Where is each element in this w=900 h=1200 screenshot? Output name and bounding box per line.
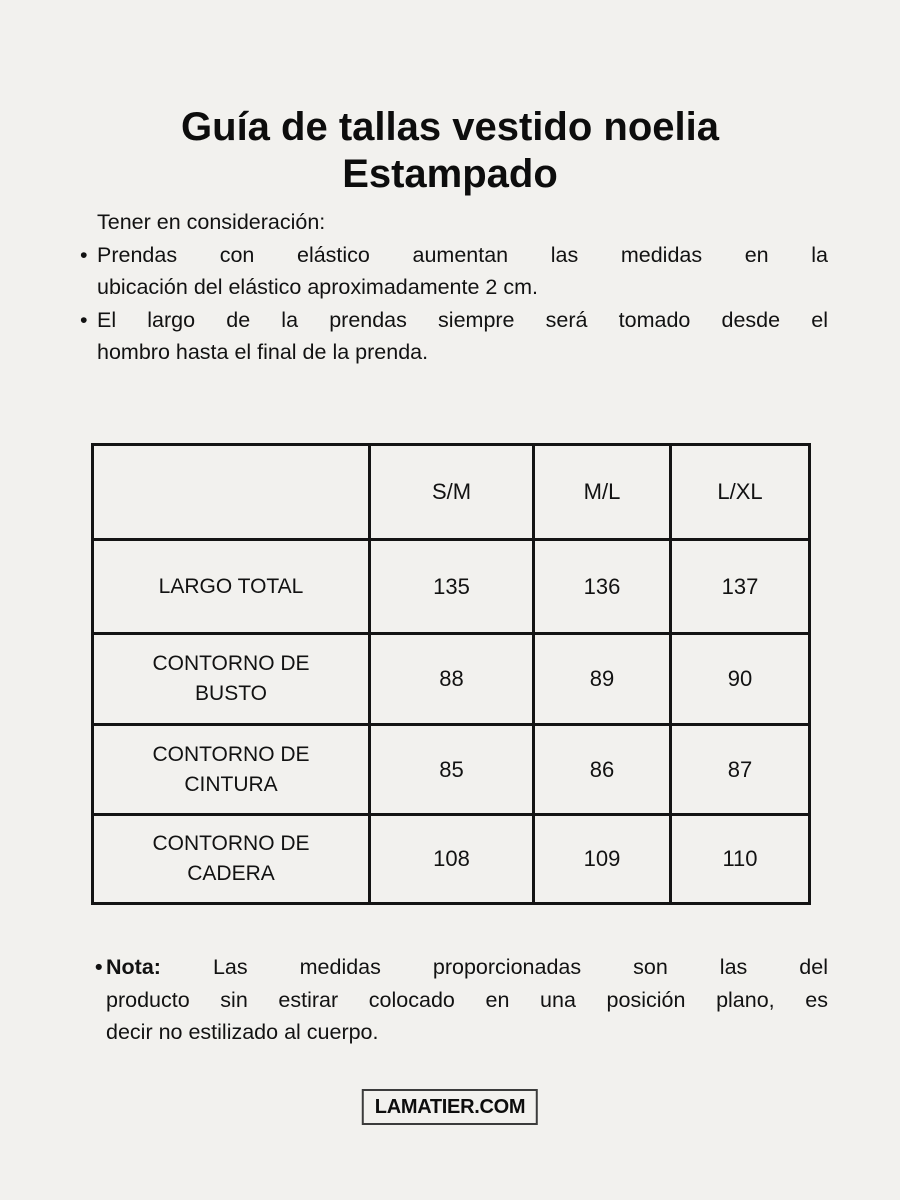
considerations-heading: Tener en consideración: — [97, 210, 326, 234]
note-item — [95, 951, 828, 1049]
list-item-line: El largo de la prendas siempre será tomado desde el — [97, 307, 828, 332]
row-label-text: LARGO TOTAL — [158, 574, 304, 598]
table-cell: 86 — [534, 725, 671, 815]
note-section — [95, 951, 828, 1049]
table-cell: 108 — [370, 815, 534, 904]
row-label-contorno-cintura — [93, 725, 370, 815]
list-item-elastic — [78, 239, 828, 304]
brand-text: LAMATIER.COM — [374, 1096, 526, 1118]
table-cell: 135 — [370, 540, 534, 634]
table-cell: 137 — [671, 540, 810, 634]
row-label-largo-total — [93, 540, 370, 634]
note-line: decir no estilizado al cuerpo. — [106, 1020, 379, 1044]
table-cell: 85 — [370, 725, 534, 815]
table-cell: 88 — [370, 634, 534, 725]
row-label-text: CONTORNO DE CINTURA — [152, 742, 310, 796]
bullet-icon: • — [80, 242, 88, 267]
page-title — [0, 104, 900, 198]
size-table — [91, 443, 811, 905]
table-row — [93, 815, 810, 904]
table-cell: 87 — [671, 725, 810, 815]
table-cell: 89 — [534, 634, 671, 725]
considerations-section — [78, 206, 828, 369]
table-cell: 90 — [671, 634, 810, 725]
column-header-lxl: L/XL — [671, 445, 810, 540]
list-item-line: hombro hasta el final de la prenda. — [97, 340, 429, 364]
row-label-contorno-busto — [93, 634, 370, 725]
brand-badge — [362, 1089, 538, 1125]
table-cell: 109 — [534, 815, 671, 904]
bullet-icon: • — [80, 307, 88, 332]
note-label: Nota: — [106, 955, 161, 979]
table-corner-cell — [93, 445, 370, 540]
list-item-length — [78, 304, 828, 369]
table-cell: 136 — [534, 540, 671, 634]
list-item-line: Prendas con elástico aumentan las medidas en la — [97, 242, 828, 267]
page-title-line2: Estampado — [342, 152, 558, 196]
table-row — [93, 725, 810, 815]
column-header-ml: M/L — [534, 445, 671, 540]
note-line — [106, 951, 828, 984]
note-text: Las medidas proporcionadas son las del — [212, 955, 828, 979]
row-label-text: CONTORNO DE BUSTO — [152, 652, 310, 705]
row-label-contorno-cadera — [93, 815, 370, 904]
table-row — [93, 634, 810, 725]
page-title-line1: Guía de tallas vestido noelia — [181, 105, 719, 149]
note-line: producto sin estirar colocado en una posición plano, es — [106, 987, 828, 1012]
table-cell: 110 — [671, 815, 810, 904]
list-item-line: ubicación del elástico aproximadamente 2 cm. — [97, 275, 538, 299]
table-row — [93, 540, 810, 634]
bullet-icon: • — [95, 955, 103, 979]
row-label-text: CONTORNO DE CADERA — [152, 832, 310, 885]
table-header-row — [93, 445, 810, 540]
column-header-sm: S/M — [370, 445, 534, 540]
